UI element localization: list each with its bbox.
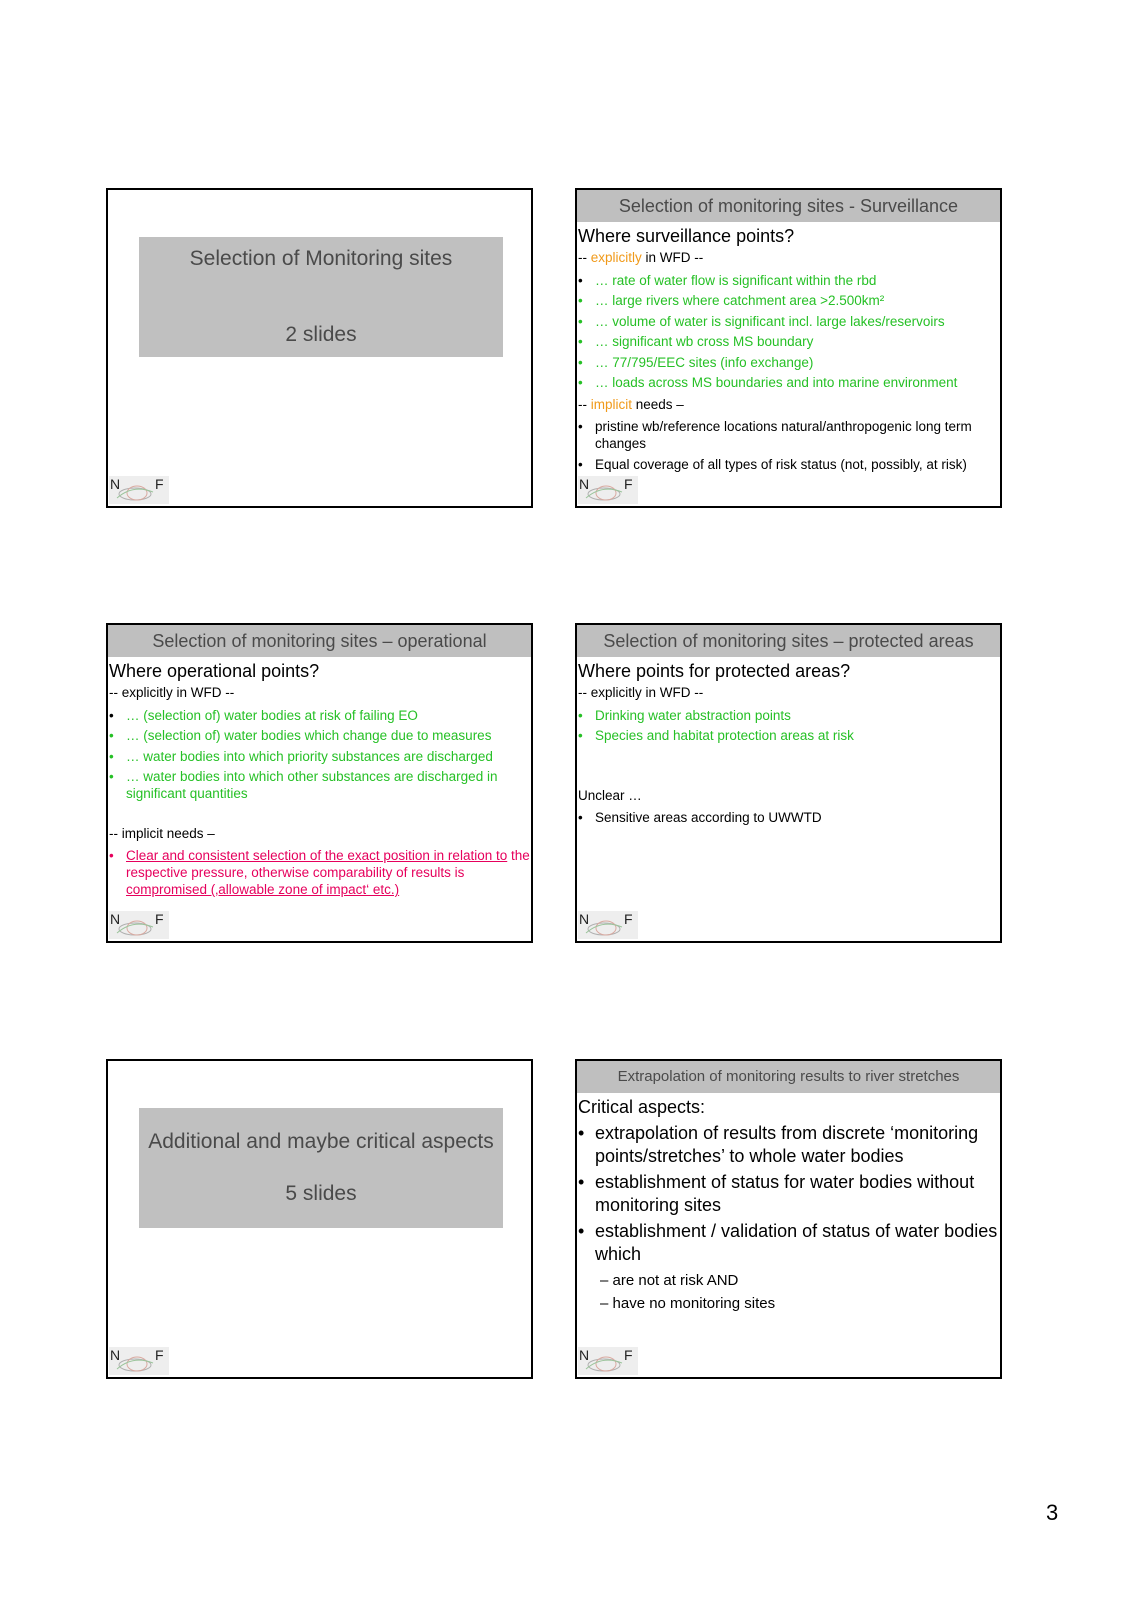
slide-operational [106, 623, 533, 943]
list-item: • Drinking water abstraction points [578, 707, 1000, 724]
implicit-suffix: needs – [632, 396, 684, 412]
plain-text: the respective pressure, otherwise comparability of results is [126, 848, 530, 880]
nf-logo [109, 1347, 169, 1375]
list-item: • … (selection of) water bodies which change due to measures [109, 727, 531, 744]
explicit-word: explicitly [590, 250, 642, 265]
underlined-text: compromised (‚allowable zone of impact‘ etc.) [126, 882, 400, 897]
slide-header: Selection of monitoring sites - Surveillance [577, 190, 1000, 222]
section-title-box [139, 237, 503, 357]
nf-logo [109, 911, 169, 939]
section-title: Additional and maybe critical aspects [148, 1130, 494, 1153]
implicit-label [578, 395, 1000, 416]
list-item: • Sensitive areas according to UWWTD [578, 809, 1000, 826]
logo-letter-f: F [155, 1347, 164, 1363]
section-title-box [139, 1108, 503, 1228]
list-item: • Equal coverage of all types of risk status (not, possibly, at risk) [578, 456, 1000, 473]
logo-swirl-icon [113, 482, 161, 504]
sub-list-item: – have no monitoring sites [600, 1295, 776, 1312]
list-item: • pristine wb/reference locations natural/anthropogenic long term changes [578, 418, 1000, 452]
slide-header: Selection of monitoring sites – protected areas [577, 625, 1000, 657]
slide-selection-section [106, 188, 533, 508]
implicit-word: implicit [590, 396, 633, 412]
logo-swirl-icon [113, 917, 161, 939]
logo-swirl-icon [582, 917, 630, 939]
slide-question: Where surveillance points? [578, 226, 795, 246]
list-item: • … water bodies into which priority substances are discharged [109, 748, 531, 765]
unclear-label: Unclear … [578, 787, 642, 803]
list-item: • extrapolation of results from discrete ‘monitoring points/stretches’ to whole water bodies [578, 1122, 1000, 1168]
logo-letter-n: N [579, 476, 590, 492]
slide-surveillance [575, 188, 1002, 508]
underlined-text: Clear and consistent selection of the exact position in relation to [126, 848, 508, 863]
nf-logo [109, 476, 169, 504]
logo-letter-f: F [624, 911, 633, 927]
logo-letter-f: F [155, 911, 164, 927]
slide-extrapolation [575, 1059, 1002, 1379]
list-item: • … loads across MS boundaries and into marine environment [578, 374, 1000, 391]
explicit-label: -- explicitly in WFD -- [109, 685, 235, 700]
logo-letter-n: N [110, 911, 121, 927]
slide-header: Extrapolation of monitoring results to river stretches [577, 1061, 1000, 1093]
list-item: • … water bodies into which other substances are discharged in significant quantities [109, 768, 531, 802]
implicit-label: -- implicit needs – [109, 825, 215, 841]
sub-list-item: – are not at risk AND [600, 1272, 739, 1289]
list-item: • establishment / validation of status of water bodies which [578, 1220, 1000, 1266]
list-item: • Species and habitat protection areas at risk [578, 727, 1000, 744]
list-item: • … volume of water is significant incl. large lakes/reservoirs [578, 313, 1000, 330]
slide-additional-section [106, 1059, 533, 1379]
nf-logo [578, 911, 638, 939]
list-item [109, 847, 531, 898]
list-item: • … large rivers where catchment area >2.500km² [578, 292, 1000, 309]
logo-letter-f: F [624, 1347, 633, 1363]
page-number: 3 [1046, 1500, 1059, 1525]
list-item: • establishment of status for water bodies without monitoring sites [578, 1171, 1000, 1217]
logo-letter-n: N [110, 476, 121, 492]
slide-question: Critical aspects: [578, 1097, 706, 1117]
explicit-label: -- explicitly in WFD -- [578, 685, 704, 700]
implicit-prefix: -- [578, 396, 591, 412]
logo-letter-n: N [110, 1347, 121, 1363]
explicit-suffix: in WFD -- [641, 250, 704, 265]
explicit-label [578, 248, 1000, 269]
slide-question: Where operational points? [109, 661, 320, 681]
logo-swirl-icon [582, 1353, 630, 1375]
nf-logo [578, 476, 638, 504]
list-item: • … 77/795/EEC sites (info exchange) [578, 354, 1000, 371]
logo-letter-n: N [579, 1347, 590, 1363]
nf-logo [578, 1347, 638, 1375]
logo-swirl-icon [113, 1353, 161, 1375]
slide-question: Where points for protected areas? [578, 661, 851, 681]
section-slide-count: 2 slides [285, 323, 357, 346]
list-item: • … rate of water flow is significant within the rbd [578, 272, 1000, 289]
section-title: Selection of Monitoring sites [189, 247, 453, 270]
explicit-prefix: -- [578, 250, 591, 265]
logo-swirl-icon [582, 482, 630, 504]
logo-letter-n: N [579, 911, 590, 927]
slide-protected-areas [575, 623, 1002, 943]
logo-letter-f: F [624, 476, 633, 492]
list-item: • … significant wb cross MS boundary [578, 333, 1000, 350]
logo-letter-f: F [155, 476, 164, 492]
list-item: • … (selection of) water bodies at risk of failing EO [109, 707, 531, 724]
slide-header: Selection of monitoring sites – operational [108, 625, 531, 657]
section-slide-count: 5 slides [285, 1182, 357, 1205]
